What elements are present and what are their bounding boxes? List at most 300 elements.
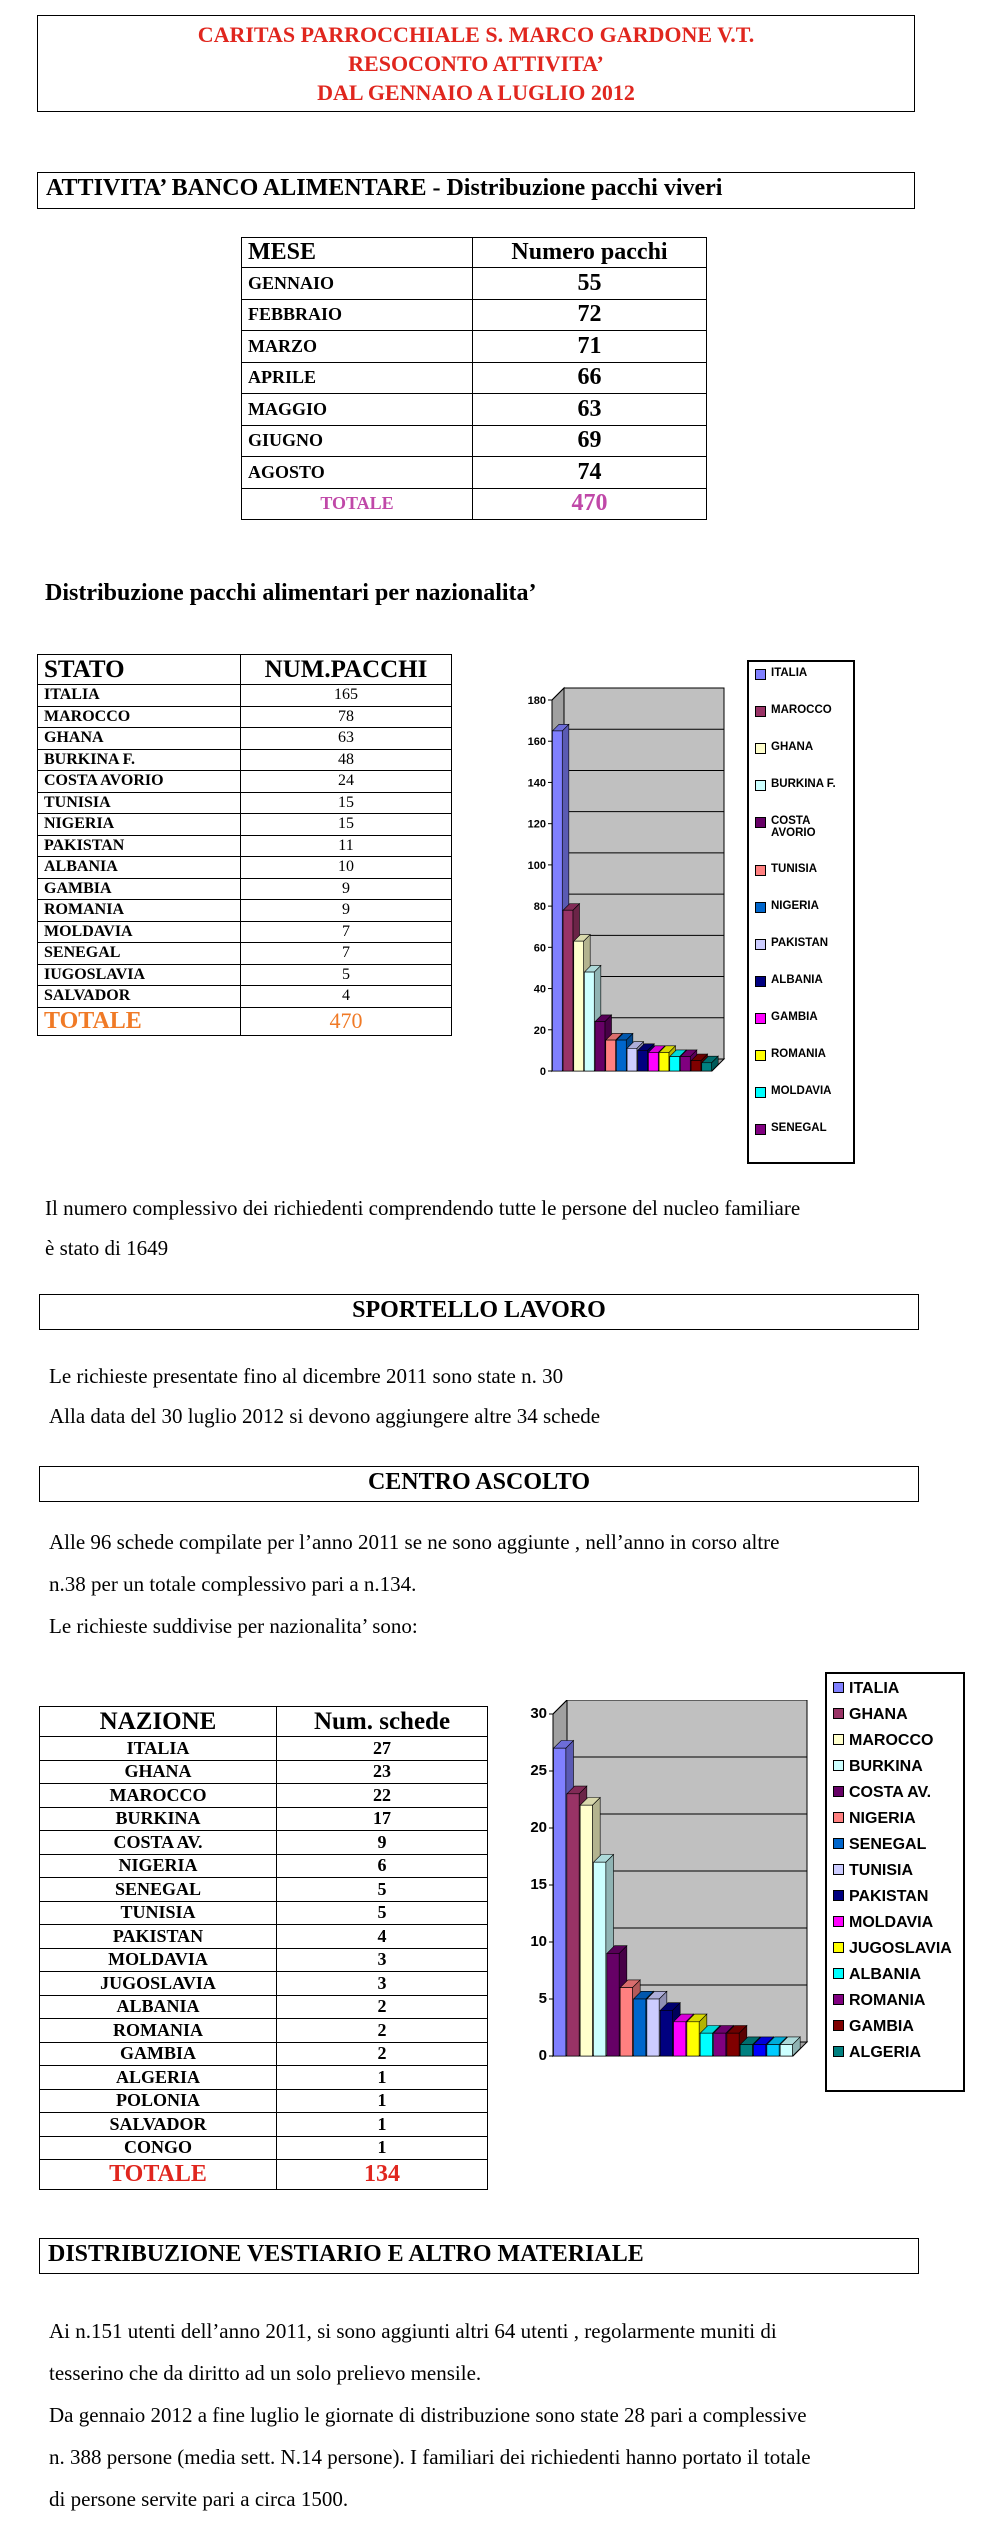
row-value: 1 bbox=[277, 2089, 488, 2113]
bar-front bbox=[680, 1057, 690, 1071]
legend-item bbox=[833, 1680, 963, 1698]
total-value: 134 bbox=[277, 2160, 488, 2190]
table-row bbox=[38, 943, 452, 965]
table-row bbox=[40, 1760, 488, 1784]
legend-label: MOLDAVIA bbox=[849, 1914, 934, 1931]
legend-swatch bbox=[833, 1682, 844, 1693]
table-row bbox=[40, 1807, 488, 1831]
legend-item bbox=[755, 815, 853, 839]
bar-front bbox=[727, 2033, 739, 2056]
legend-item bbox=[755, 863, 853, 876]
bar-front bbox=[740, 2045, 752, 2056]
legend-label: PAKISTAN bbox=[771, 937, 829, 949]
bar-front bbox=[620, 1988, 632, 2056]
vestiario-line-5: di persone servite pari a circa 1500. bbox=[49, 2487, 349, 2511]
sportello-line-2: Alla data del 30 luglio 2012 si devono aggiungere altre 34 schede bbox=[49, 1404, 601, 1428]
table-row bbox=[40, 1995, 488, 2019]
table-row bbox=[38, 921, 452, 943]
y-tick-label: 60 bbox=[533, 942, 546, 955]
total-row bbox=[242, 488, 707, 519]
legend-item bbox=[833, 1836, 963, 1854]
y-tick-label: 20 bbox=[530, 1819, 547, 1836]
total-value: 470 bbox=[241, 1007, 452, 1035]
legend-label: PAKISTAN bbox=[849, 1888, 929, 1905]
row-value: 4 bbox=[241, 986, 452, 1008]
legend-item bbox=[755, 1048, 853, 1061]
row-label: SALVADOR bbox=[40, 2113, 277, 2137]
y-tick-label: 15 bbox=[530, 1876, 547, 1893]
section-title-vestiario: DISTRIBUZIONE VESTIARIO E ALTRO MATERIALE bbox=[39, 2238, 919, 2274]
legend-item bbox=[833, 1888, 963, 1906]
row-label: MAGGIO bbox=[242, 394, 473, 426]
total-row bbox=[38, 1007, 452, 1035]
row-label: IUGOSLAVIA bbox=[38, 964, 241, 986]
legend-label: SENEGAL bbox=[771, 1122, 827, 1134]
legend-item bbox=[755, 974, 853, 987]
legend-swatch bbox=[755, 669, 766, 680]
row-value: 71 bbox=[473, 331, 707, 363]
total-label: TOTALE bbox=[38, 1007, 241, 1035]
row-label: COSTA AVORIO bbox=[38, 771, 241, 793]
legend-swatch bbox=[755, 1124, 766, 1135]
row-label: CONGO bbox=[40, 2136, 277, 2160]
table-row bbox=[40, 2136, 488, 2160]
row-label: MOLDAVIA bbox=[38, 921, 241, 943]
legend-swatch bbox=[755, 939, 766, 950]
legend-item bbox=[833, 1992, 963, 2010]
legend-label: BURKINA bbox=[849, 1758, 923, 1775]
legend-label: BURKINA F. bbox=[771, 778, 836, 790]
row-label: COSTA AV. bbox=[40, 1831, 277, 1855]
row-value: 10 bbox=[241, 857, 452, 879]
legend-item bbox=[833, 1914, 963, 1932]
household-note bbox=[45, 1188, 800, 1268]
bar-front bbox=[574, 941, 584, 1071]
table-row bbox=[38, 857, 452, 879]
vestiario-text bbox=[49, 2310, 811, 2520]
legend-swatch bbox=[755, 817, 766, 828]
table-row bbox=[242, 362, 707, 394]
row-label: ALGERIA bbox=[40, 2066, 277, 2090]
row-label: TUNISIA bbox=[40, 1901, 277, 1925]
row-value: 4 bbox=[277, 1925, 488, 1949]
column-header-state: STATO bbox=[38, 655, 241, 685]
legend-label: NIGERIA bbox=[771, 900, 819, 912]
legend-label: SENEGAL bbox=[849, 1836, 927, 1853]
row-label: ROMANIA bbox=[38, 900, 241, 922]
row-value: 5 bbox=[241, 964, 452, 986]
section-title-centro: CENTRO ASCOLTO bbox=[39, 1466, 919, 1502]
row-label: GHANA bbox=[38, 728, 241, 750]
legend-swatch bbox=[833, 1890, 844, 1901]
table-row bbox=[38, 749, 452, 771]
table-row bbox=[38, 964, 452, 986]
bar-front bbox=[584, 972, 594, 1071]
legend-item bbox=[755, 704, 853, 717]
row-label: MAROCCO bbox=[40, 1784, 277, 1808]
centro-line-1: Alle 96 schede compilate per l’anno 2011 se ne sono aggiunte , nell’anno in corso altre bbox=[49, 1530, 780, 1554]
table-row bbox=[40, 1784, 488, 1808]
row-value: 69 bbox=[473, 425, 707, 457]
y-tick-label: 10 bbox=[530, 1933, 547, 1950]
header-line-2: RESOCONTO ATTIVITA’ bbox=[348, 51, 604, 76]
legend-item bbox=[833, 1810, 963, 1828]
bar-front bbox=[638, 1050, 648, 1071]
monthly-parcels-body bbox=[242, 238, 707, 520]
centro-line-2: n.38 per un totale complessivo pari a n.134. bbox=[49, 1572, 417, 1596]
row-value: 63 bbox=[473, 394, 707, 426]
row-value: 11 bbox=[241, 835, 452, 857]
y-tick-label: 0 bbox=[539, 1066, 546, 1078]
household-note-line-1: Il numero complessivo dei richiedenti comprendendo tutte le persone del nucleo familiare bbox=[45, 1196, 801, 1220]
row-label: MOLDAVIA bbox=[40, 1948, 277, 1972]
row-value: 24 bbox=[241, 771, 452, 793]
bar-front bbox=[754, 2045, 766, 2056]
centro-text bbox=[49, 1521, 780, 1647]
table-row bbox=[242, 268, 707, 300]
row-value: 74 bbox=[473, 457, 707, 489]
legend-item bbox=[833, 1706, 963, 1724]
row-value: 55 bbox=[473, 268, 707, 300]
row-value: 9 bbox=[277, 1831, 488, 1855]
legend-item bbox=[833, 1758, 963, 1776]
legend-item bbox=[833, 1940, 963, 1958]
y-tick-label: 180 bbox=[527, 695, 546, 707]
legend-swatch bbox=[833, 1786, 844, 1797]
legend-swatch bbox=[833, 1760, 844, 1771]
table-row bbox=[40, 1925, 488, 1949]
row-label: MAROCCO bbox=[38, 706, 241, 728]
row-label: GHANA bbox=[40, 1760, 277, 1784]
table-row bbox=[38, 771, 452, 793]
row-label: GAMBIA bbox=[38, 878, 241, 900]
bar-front bbox=[567, 1794, 579, 2056]
bar-front bbox=[647, 1999, 659, 2056]
row-value: 165 bbox=[241, 685, 452, 707]
row-label: SENEGAL bbox=[38, 943, 241, 965]
row-label: AGOSTO bbox=[242, 457, 473, 489]
legend-label: GHANA bbox=[849, 1706, 908, 1723]
bar-front bbox=[660, 2010, 672, 2056]
legend-swatch bbox=[833, 1942, 844, 1953]
row-label: GENNAIO bbox=[242, 268, 473, 300]
row-label: PAKISTAN bbox=[40, 1925, 277, 1949]
table-row bbox=[242, 425, 707, 457]
bar-front bbox=[563, 910, 573, 1071]
table-row bbox=[38, 706, 452, 728]
legend-label: MAROCCO bbox=[771, 704, 832, 716]
row-label: ALBANIA bbox=[38, 857, 241, 879]
bar-front bbox=[594, 1862, 606, 2056]
table-row bbox=[38, 792, 452, 814]
centro-nationality-legend bbox=[825, 1672, 965, 2092]
row-label: SALVADOR bbox=[38, 986, 241, 1008]
nationality-parcels-legend bbox=[747, 660, 855, 1164]
row-value: 9 bbox=[241, 878, 452, 900]
row-value: 6 bbox=[277, 1854, 488, 1878]
table-row bbox=[40, 1737, 488, 1761]
legend-swatch bbox=[833, 2046, 844, 2057]
column-header-num-schede: Num. schede bbox=[277, 1707, 488, 1737]
legend-label: JUGOSLAVIA bbox=[849, 1940, 952, 1957]
legend-label: GAMBIA bbox=[849, 2018, 914, 2035]
row-value: 27 bbox=[277, 1737, 488, 1761]
legend-item bbox=[755, 741, 853, 754]
table-row bbox=[38, 728, 452, 750]
row-label: BURKINA bbox=[40, 1807, 277, 1831]
legend-label: ALBANIA bbox=[849, 1966, 921, 1983]
table-row bbox=[40, 1854, 488, 1878]
table-row bbox=[38, 986, 452, 1008]
row-value: 7 bbox=[241, 921, 452, 943]
y-tick-label: 160 bbox=[527, 736, 546, 749]
bar-front bbox=[580, 1805, 592, 2056]
legend-item bbox=[833, 2044, 963, 2062]
y-tick-label: 30 bbox=[530, 1705, 547, 1722]
legend-swatch bbox=[755, 865, 766, 876]
table-row bbox=[38, 835, 452, 857]
section-title-sportello: SPORTELLO LAVORO bbox=[39, 1294, 919, 1330]
total-label: TOTALE bbox=[40, 2160, 277, 2190]
row-label: APRILE bbox=[242, 362, 473, 394]
row-value: 22 bbox=[277, 1784, 488, 1808]
bar-front bbox=[606, 1040, 616, 1071]
nationality-parcels-body bbox=[38, 655, 452, 1036]
row-label: BURKINA F. bbox=[38, 749, 241, 771]
nationality-parcels-table bbox=[37, 654, 452, 1036]
legend-label: MOLDAVIA bbox=[771, 1085, 832, 1097]
row-value: 72 bbox=[473, 299, 707, 331]
column-header-parcels: Numero pacchi bbox=[473, 238, 707, 268]
row-value: 2 bbox=[277, 2019, 488, 2043]
table-header-row bbox=[40, 1707, 488, 1737]
legend-swatch bbox=[833, 1916, 844, 1927]
legend-swatch bbox=[755, 780, 766, 791]
table-row bbox=[40, 2066, 488, 2090]
bar-front bbox=[700, 2033, 712, 2056]
row-value: 48 bbox=[241, 749, 452, 771]
y-tick-label: 100 bbox=[527, 859, 546, 872]
y-tick-label: 25 bbox=[530, 1762, 547, 1779]
bar-front bbox=[691, 1061, 701, 1071]
row-label: NIGERIA bbox=[38, 814, 241, 836]
legend-item bbox=[833, 1862, 963, 1880]
row-label: GAMBIA bbox=[40, 2042, 277, 2066]
legend-label: ROMANIA bbox=[771, 1048, 826, 1060]
y-tick-label: 5 bbox=[538, 1990, 547, 2007]
legend-label: ROMANIA bbox=[849, 1992, 926, 2009]
table-row bbox=[40, 1831, 488, 1855]
legend-item bbox=[755, 667, 853, 680]
legend-swatch bbox=[833, 1734, 844, 1745]
row-label: PAKISTAN bbox=[38, 835, 241, 857]
legend-item bbox=[755, 778, 853, 791]
table-row bbox=[40, 1878, 488, 1902]
row-label: ITALIA bbox=[40, 1737, 277, 1761]
row-value: 5 bbox=[277, 1878, 488, 1902]
centro-nationality-chart bbox=[515, 1700, 815, 2060]
table-row bbox=[40, 2089, 488, 2113]
row-value: 78 bbox=[241, 706, 452, 728]
row-value: 1 bbox=[277, 2066, 488, 2090]
table-row bbox=[40, 1972, 488, 1996]
table-row bbox=[242, 457, 707, 489]
monthly-parcels-table bbox=[241, 237, 707, 520]
total-value: 470 bbox=[473, 488, 707, 519]
table-row bbox=[242, 331, 707, 363]
table-row bbox=[40, 2019, 488, 2043]
legend-swatch bbox=[833, 1838, 844, 1849]
legend-item bbox=[833, 2018, 963, 2036]
legend-swatch bbox=[755, 706, 766, 717]
row-label: GIUGNO bbox=[242, 425, 473, 457]
table-row bbox=[242, 299, 707, 331]
bar-front bbox=[687, 2022, 699, 2056]
table-header-row bbox=[242, 238, 707, 268]
row-value: 5 bbox=[277, 1901, 488, 1925]
legend-label: GHANA bbox=[771, 741, 814, 753]
row-value: 2 bbox=[277, 2042, 488, 2066]
row-value: 66 bbox=[473, 362, 707, 394]
report-header bbox=[37, 15, 915, 112]
column-header-num-parcels: NUM.PACCHI bbox=[241, 655, 452, 685]
y-tick-label: 140 bbox=[527, 777, 546, 790]
vestiario-line-1: Ai n.151 utenti dell’anno 2011, si sono aggiunti altri 64 utenti , regolarmente muniti di bbox=[49, 2319, 777, 2343]
table-header-row bbox=[38, 655, 452, 685]
legend-swatch bbox=[833, 1708, 844, 1719]
section-title-banco: ATTIVITA’ BANCO ALIMENTARE - Distribuzione pacchi viveri bbox=[37, 172, 915, 209]
legend-label: TUNISIA bbox=[771, 863, 817, 875]
table-row bbox=[40, 2113, 488, 2137]
bar-front bbox=[554, 1748, 566, 2056]
legend-label: COSTA AVORIO bbox=[771, 815, 816, 839]
legend-swatch bbox=[755, 976, 766, 987]
legend-label: ITALIA bbox=[849, 1680, 900, 1697]
row-value: 63 bbox=[241, 728, 452, 750]
table-row bbox=[38, 878, 452, 900]
y-tick-label: 40 bbox=[533, 983, 546, 996]
legend-label: MAROCCO bbox=[849, 1732, 934, 1749]
row-value: 2 bbox=[277, 1995, 488, 2019]
y-tick-label: 20 bbox=[533, 1024, 546, 1037]
household-note-line-2: è stato di 1649 bbox=[45, 1236, 169, 1260]
legend-label: ALBANIA bbox=[771, 974, 823, 986]
row-label: SENEGAL bbox=[40, 1878, 277, 1902]
row-label: TUNISIA bbox=[38, 792, 241, 814]
bar-front bbox=[595, 1022, 605, 1071]
row-label: ITALIA bbox=[38, 685, 241, 707]
legend-label: GAMBIA bbox=[771, 1011, 818, 1023]
legend-label: ALGERIA bbox=[849, 2044, 921, 2061]
vestiario-line-3: Da gennaio 2012 a fine luglio le giornate di distribuzione sono state 28 pari a complessive bbox=[49, 2403, 807, 2427]
y-tick-label: 0 bbox=[538, 2047, 547, 2060]
column-header-nation: NAZIONE bbox=[40, 1707, 277, 1737]
row-label: JUGOSLAVIA bbox=[40, 1972, 277, 1996]
legend-item bbox=[755, 1122, 853, 1135]
table-row bbox=[40, 2042, 488, 2066]
row-value: 1 bbox=[277, 2113, 488, 2137]
section-title-nationality: Distribuzione pacchi alimentari per nazionalita’ bbox=[45, 580, 537, 606]
row-value: 7 bbox=[241, 943, 452, 965]
bar-front bbox=[552, 731, 562, 1071]
legend-swatch bbox=[755, 743, 766, 754]
vestiario-line-4: n. 388 persone (media sett. N.14 persone). I familiari dei richiedenti hanno portato il totale bbox=[49, 2445, 811, 2469]
row-label: MARZO bbox=[242, 331, 473, 363]
centro-line-3: Le richieste suddivise per nazionalita’ sono: bbox=[49, 1614, 418, 1638]
row-value: 3 bbox=[277, 1948, 488, 1972]
header-line-1: CARITAS PARROCCHIALE S. MARCO GARDONE V.T. bbox=[197, 22, 755, 47]
row-value: 15 bbox=[241, 792, 452, 814]
bar-front bbox=[670, 1057, 680, 1071]
column-header-month: MESE bbox=[242, 238, 473, 268]
total-row bbox=[40, 2160, 488, 2190]
table-row bbox=[242, 394, 707, 426]
row-label: ROMANIA bbox=[40, 2019, 277, 2043]
legend-item bbox=[755, 937, 853, 950]
table-row bbox=[38, 900, 452, 922]
row-value: 23 bbox=[277, 1760, 488, 1784]
row-value: 15 bbox=[241, 814, 452, 836]
legend-item bbox=[833, 1732, 963, 1750]
legend-swatch bbox=[833, 1812, 844, 1823]
legend-label: COSTA AV. bbox=[849, 1784, 932, 1801]
legend-item bbox=[755, 1011, 853, 1024]
legend-swatch bbox=[755, 1050, 766, 1061]
bar-front bbox=[607, 1953, 619, 2056]
bar-front bbox=[659, 1052, 669, 1071]
nationality-parcels-chart bbox=[520, 680, 750, 1130]
legend-item bbox=[755, 900, 853, 913]
table-row bbox=[40, 1901, 488, 1925]
vestiario-line-2: tesserino che da diritto ad un solo prelievo mensile. bbox=[49, 2361, 482, 2385]
legend-swatch bbox=[755, 1013, 766, 1024]
y-tick-label: 120 bbox=[527, 818, 546, 831]
legend-swatch bbox=[833, 2020, 844, 2031]
total-label: TOTALE bbox=[242, 488, 473, 519]
bar-front bbox=[674, 2022, 686, 2056]
bar-front bbox=[702, 1063, 712, 1071]
legend-item bbox=[833, 1966, 963, 1984]
table-row bbox=[38, 814, 452, 836]
row-value: 9 bbox=[241, 900, 452, 922]
bar-front bbox=[780, 2045, 792, 2056]
bar-front bbox=[627, 1048, 637, 1071]
bar-front bbox=[767, 2045, 779, 2056]
legend-swatch bbox=[755, 1087, 766, 1098]
table-row bbox=[38, 685, 452, 707]
bar-front bbox=[648, 1052, 658, 1071]
centro-nationality-table bbox=[39, 1706, 488, 2190]
bar-front bbox=[616, 1040, 626, 1071]
sportello-text bbox=[49, 1356, 600, 1436]
row-value: 3 bbox=[277, 1972, 488, 1996]
bar-front bbox=[714, 2033, 726, 2056]
row-label: POLONIA bbox=[40, 2089, 277, 2113]
row-label: ALBANIA bbox=[40, 1995, 277, 2019]
legend-swatch bbox=[833, 1864, 844, 1875]
bar-front bbox=[634, 1999, 646, 2056]
legend-swatch bbox=[755, 902, 766, 913]
legend-item bbox=[833, 1784, 963, 1802]
row-value: 1 bbox=[277, 2136, 488, 2160]
legend-swatch bbox=[833, 1968, 844, 1979]
row-label: NIGERIA bbox=[40, 1854, 277, 1878]
legend-swatch bbox=[833, 1994, 844, 2005]
legend-item bbox=[755, 1085, 853, 1098]
y-tick-label: 80 bbox=[533, 901, 546, 914]
header-line-3: DAL GENNAIO A LUGLIO 2012 bbox=[317, 80, 635, 105]
legend-label: ITALIA bbox=[771, 667, 808, 679]
